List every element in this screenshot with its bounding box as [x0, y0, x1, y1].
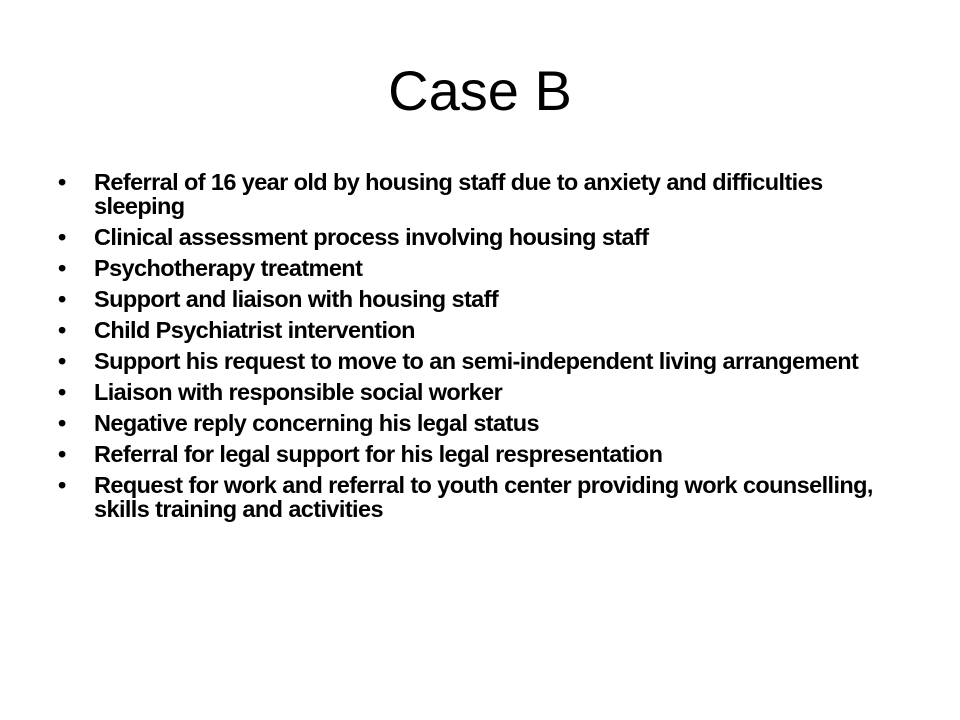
- bullet-text: Child Psychiatrist intervention: [94, 317, 415, 343]
- bullet-text: Referral for legal support for his legal respresentation: [94, 441, 663, 467]
- bullet-list: [58, 170, 918, 528]
- bullet-icon: •: [58, 255, 66, 281]
- bullet-icon: •: [58, 169, 66, 195]
- bullet-text: Clinical assessment process involving housing staff: [94, 224, 649, 250]
- bullet-text: Psychotherapy treatment: [94, 255, 363, 281]
- bullet-item-social-worker: [58, 380, 918, 404]
- bullet-item-psychiatrist: [58, 318, 918, 342]
- bullet-text: Support and liaison with housing staff: [94, 286, 499, 312]
- bullet-item-support-liaison: [58, 287, 918, 311]
- bullet-text: Referral of 16 year old by housing staff due to anxiety and difficulties sleeping: [94, 169, 823, 219]
- bullet-text: Liaison with responsible social worker: [94, 379, 503, 405]
- bullet-icon: •: [58, 224, 66, 250]
- bullet-icon: •: [58, 410, 66, 436]
- bullet-icon: •: [58, 286, 66, 312]
- bullet-icon: •: [58, 441, 66, 467]
- bullet-icon: •: [58, 317, 66, 343]
- bullet-text: Support his request to move to an semi-independent living arrangement: [94, 348, 859, 374]
- bullet-item-clinical-assessment: [58, 225, 918, 249]
- bullet-text: Negative reply concerning his legal status: [94, 410, 539, 436]
- bullet-icon: •: [58, 379, 66, 405]
- bullet-item-legal-status: [58, 411, 918, 435]
- bullet-item-living-arrangement: [58, 349, 918, 373]
- bullet-item-work-request: [58, 473, 918, 521]
- bullet-icon: •: [58, 348, 66, 374]
- bullet-item-legal-support: [58, 442, 918, 466]
- bullet-icon: •: [58, 472, 66, 498]
- bullet-item-referral: [58, 170, 918, 218]
- bullet-text: Request for work and referral to youth center providing work counselling, skills training and activities: [94, 472, 873, 522]
- bullet-item-psychotherapy: [58, 256, 918, 280]
- slide-title: Case B: [388, 59, 572, 122]
